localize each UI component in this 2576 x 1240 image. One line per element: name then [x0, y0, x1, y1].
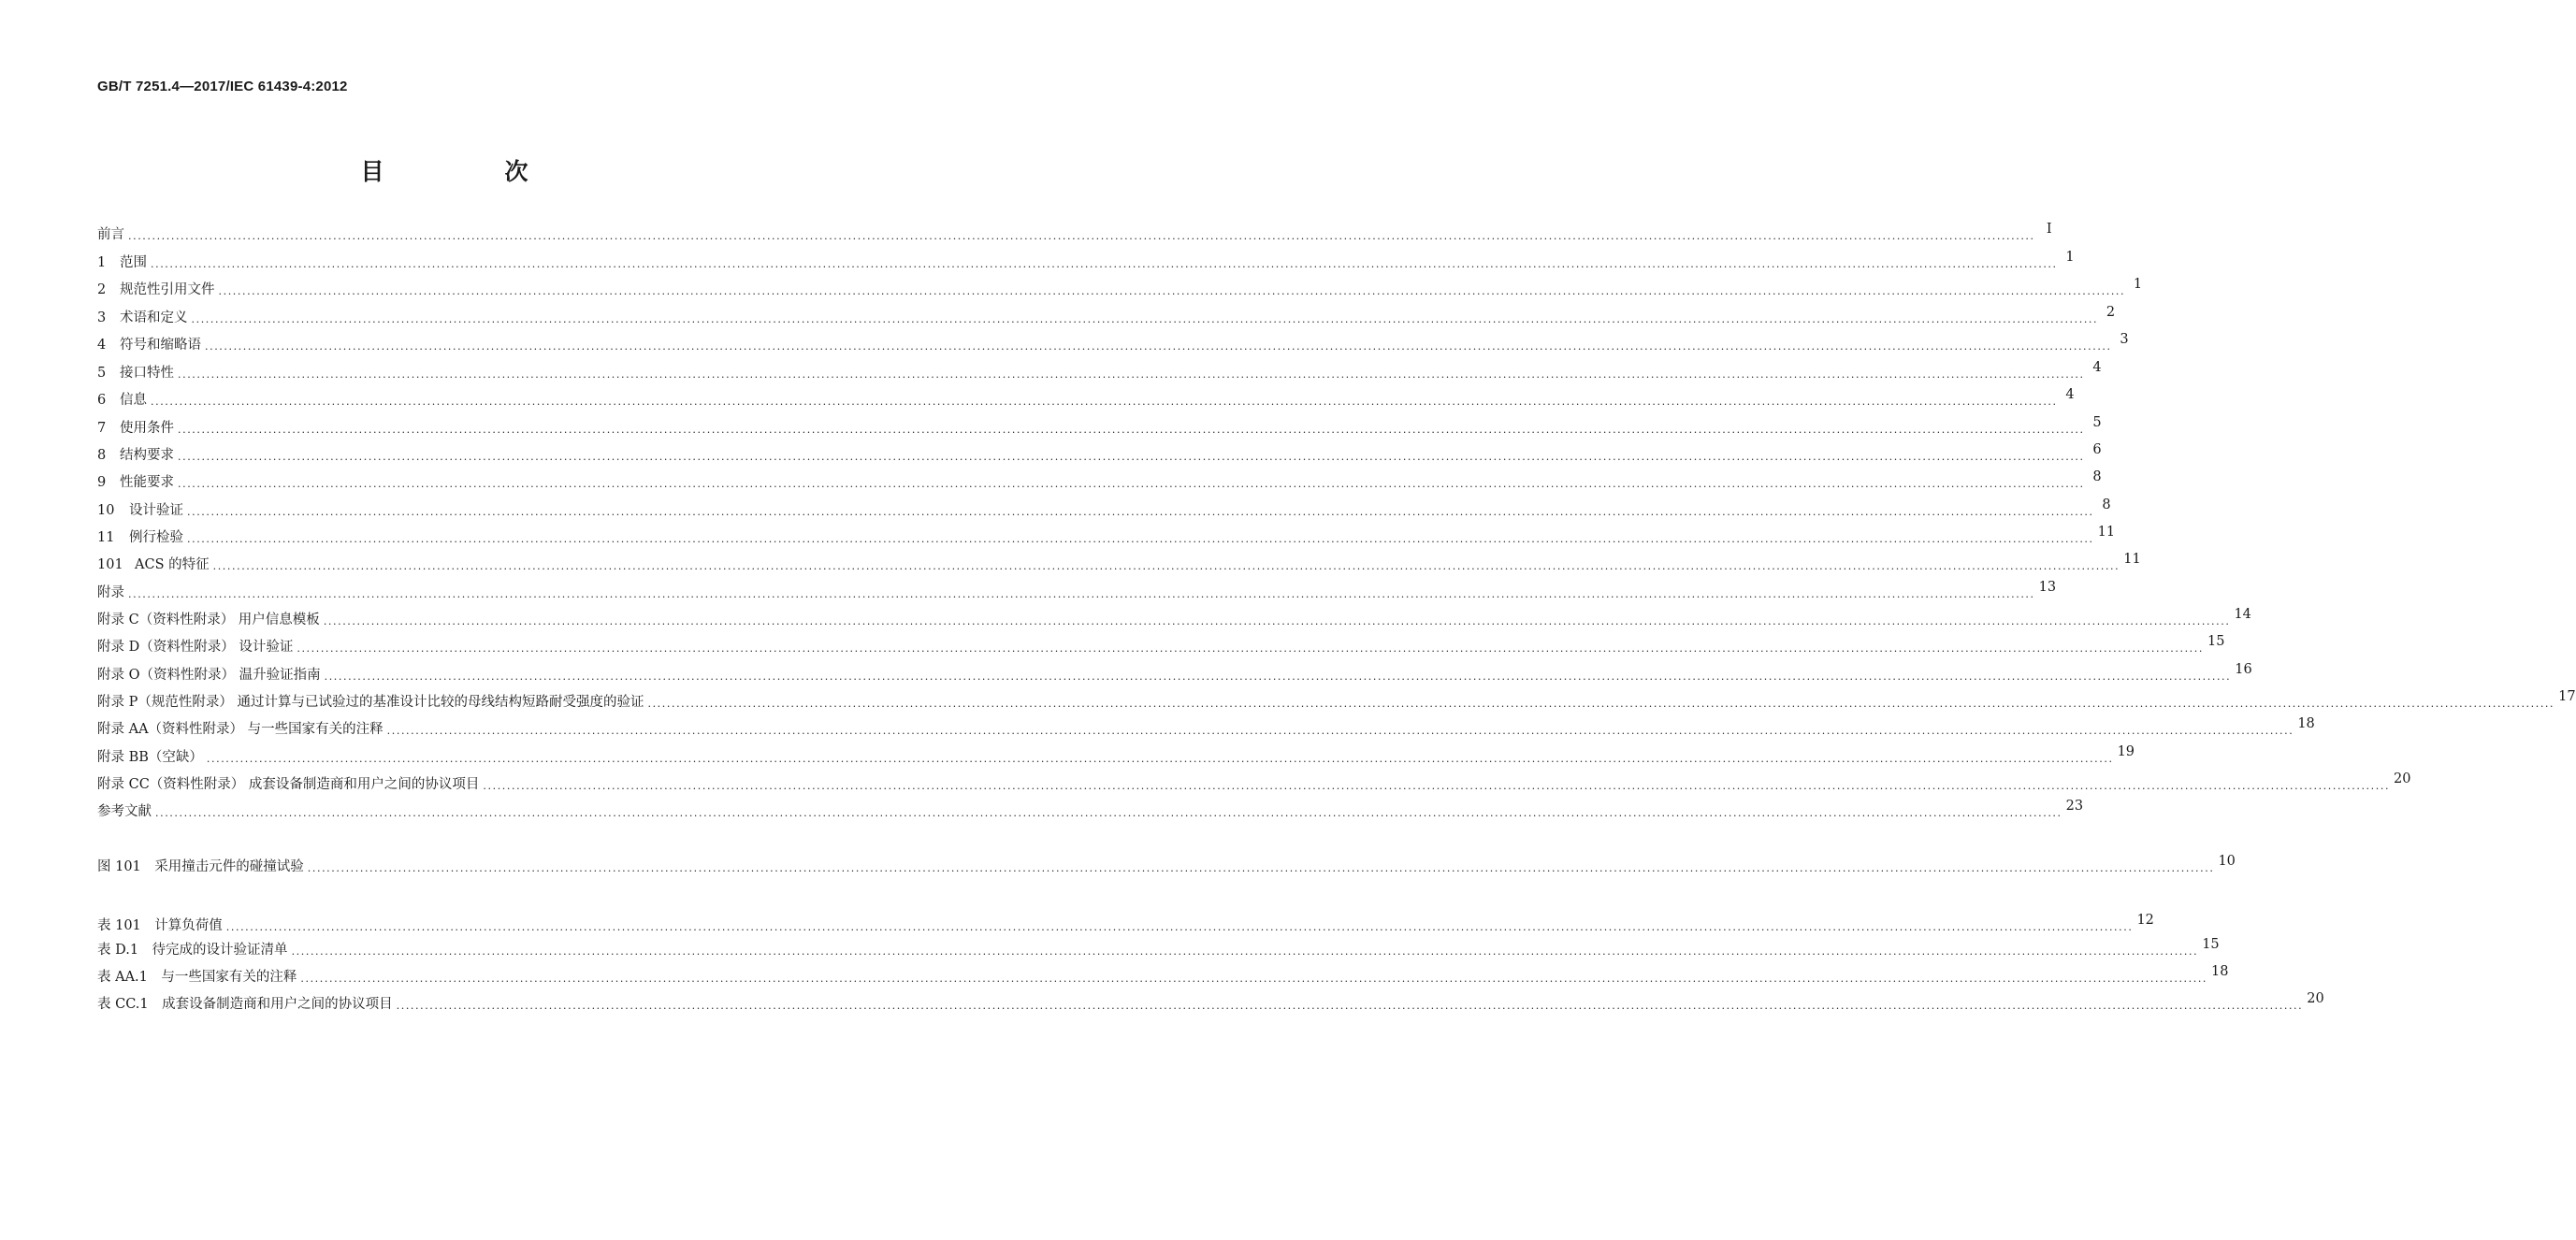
toc-entry[interactable] — [97, 305, 2116, 328]
toc-entry-text: 表 D.1 待完成的设计验证清单 — [97, 943, 288, 958]
toc-entry-text: 使用条件 — [120, 421, 174, 436]
toc-leader-dots: ................................................................................................................................................................................................................................................................................................................................................................................................................ — [187, 533, 2094, 545]
toc-leader-dots: ................................................................................................................................................................................................................................................................................................................................................................................................................ — [323, 615, 2231, 627]
toc-entry-text: 附录 — [97, 585, 124, 600]
toc-entry-label — [97, 527, 183, 548]
toc-entry-text: 性能要求 — [120, 475, 174, 490]
toc-entry-label — [97, 857, 304, 877]
toc-leader-dots: ................................................................................................................................................................................................................................................................................................................................................................................................................ — [324, 670, 2232, 683]
toc-entry[interactable] — [97, 469, 2102, 493]
toc-leader-dots: ................................................................................................................................................................................................................................................................................................................................................................................................................ — [178, 451, 2085, 463]
toc-leader-dots: ................................................................................................................................................................................................................................................................................................................................................................................................................ — [178, 478, 2085, 490]
toc-entry-page-number: 16 — [2235, 662, 2252, 677]
toc-entry-text: 附录 O（资料性附录） 温升验证指南 — [97, 668, 321, 683]
toc-entry-page-number: 15 — [2202, 937, 2220, 952]
toc-entry[interactable] — [97, 913, 2154, 936]
toc-entry-page-number: 8 — [2092, 469, 2102, 484]
toc-entry[interactable] — [97, 799, 2084, 822]
document-code-header: GB/T 7251.4—2017/IEC 61439-4:2012 — [97, 79, 348, 94]
toc-entry[interactable] — [97, 360, 2102, 383]
toc-entry-text: 接口特性 — [120, 366, 174, 381]
toc-entry[interactable] — [97, 415, 2102, 439]
toc-leader-dots: ................................................................................................................................................................................................................................................................................................................................................................................................................ — [212, 560, 2120, 572]
toc-entry-text: 术语和定义 — [120, 310, 188, 325]
toc-entry-label — [97, 967, 297, 988]
toc-entry-label — [97, 610, 320, 630]
toc-leader-dots: ................................................................................................................................................................................................................................................................................................................................................................................................................ — [205, 340, 2112, 353]
toc-entry-label — [97, 940, 288, 960]
toc-entry-number: 3 — [97, 310, 107, 325]
toc-entry[interactable] — [97, 937, 2220, 960]
toc-entry-label — [97, 994, 393, 1015]
toc-entry[interactable] — [97, 964, 2229, 988]
toc-entry-page-number: 1 — [2133, 277, 2143, 292]
toc-entry-number: 11 — [97, 530, 115, 545]
toc-entry-label — [97, 916, 223, 936]
toc-leader-dots: ................................................................................................................................................................................................................................................................................................................................................................................................................ — [483, 780, 2391, 792]
toc-entry-text: 符号和缩略语 — [120, 338, 201, 353]
toc-entry-text: 范围 — [120, 255, 147, 270]
toc-entry-page-number: 23 — [2065, 799, 2084, 814]
toc-entry-page-number: 6 — [2092, 442, 2102, 457]
toc-entry-page-number: Ⅰ — [2046, 222, 2052, 237]
toc-entry-text: 附录 C（资料性附录） 用户信息模板 — [97, 613, 320, 627]
toc-entry-number: 9 — [97, 475, 107, 490]
toc-entry-number: 10 — [97, 503, 115, 518]
toc-entry[interactable] — [97, 277, 2143, 300]
toc-entry[interactable] — [97, 580, 2057, 603]
toc-entry[interactable] — [97, 525, 2116, 548]
toc-entry-number: 6 — [97, 393, 107, 408]
toc-entry[interactable] — [97, 497, 2111, 521]
toc-entry-page-number: 3 — [2120, 332, 2129, 347]
toc-entry[interactable] — [97, 607, 2251, 630]
toc-entry-text: 附录 BB（空缺） — [97, 750, 203, 765]
toc-entry-label — [97, 747, 203, 768]
toc-entry-label — [97, 583, 124, 603]
toc-leader-dots: ................................................................................................................................................................................................................................................................................................................................................................................................................ — [178, 424, 2085, 436]
toc-entry-text: 规范性引用文件 — [120, 282, 215, 297]
toc-entry[interactable] — [97, 771, 2411, 795]
toc-entry-text: 结构要求 — [120, 448, 174, 463]
toc-entry-text: 例行检验 — [129, 530, 183, 545]
toc-leader-dots: ................................................................................................................................................................................................................................................................................................................................................................................................................ — [206, 753, 2114, 765]
toc-entry-page-number: 4 — [2065, 387, 2075, 402]
toc-entry-page-number: 20 — [2394, 771, 2411, 786]
page-title: 目 次 — [360, 158, 577, 185]
toc-entry[interactable] — [97, 552, 2141, 575]
toc-entry[interactable] — [97, 854, 2236, 877]
toc-entry-number: 7 — [97, 421, 107, 436]
toc-entry[interactable] — [97, 689, 2576, 713]
toc-leader-dots: ................................................................................................................................................................................................................................................................................................................................................................................................................ — [191, 313, 2099, 325]
toc-entry-label — [97, 801, 152, 822]
toc-leader-dots: ................................................................................................................................................................................................................................................................................................................................................................................................................ — [386, 725, 2294, 737]
toc-entry-label — [97, 335, 201, 355]
toc-entry-text: 附录 P（规范性附录） 通过计算与已试验过的基准设计比较的母线结构短路耐受强度的验证 — [97, 695, 644, 710]
toc-entry-page-number: 12 — [2136, 913, 2154, 928]
toc-leader-dots: ................................................................................................................................................................................................................................................................................................................................................................................................................ — [155, 807, 2062, 819]
toc-leader-dots: ................................................................................................................................................................................................................................................................................................................................................................................................................ — [151, 258, 2058, 270]
toc-entry-page-number: 5 — [2092, 415, 2102, 430]
toc-entry-text: 设计验证 — [129, 503, 183, 518]
toc-entry[interactable] — [97, 332, 2129, 355]
toc-entry-number: 101 — [97, 557, 123, 572]
toc-entry-text: 参考文献 — [97, 804, 152, 819]
toc-entry-label — [97, 774, 479, 795]
toc-entry-page-number: 15 — [2207, 634, 2225, 649]
toc-entry-text: 附录 CC（资料性附录） 成套设备制造商和用户之间的协议项目 — [97, 777, 480, 792]
toc-entry-text: 附录 AA（资料性附录） 与一些国家有关的注释 — [97, 722, 384, 737]
toc-entry-page-number: 1 — [2065, 250, 2075, 265]
toc-leader-dots: ................................................................................................................................................................................................................................................................................................................................................................................................................ — [128, 230, 2035, 242]
toc-leader-dots: ................................................................................................................................................................................................................................................................................................................................................................................................................ — [225, 921, 2134, 933]
toc-entry-page-number: 11 — [2123, 552, 2141, 567]
toc-entry-number: 1 — [97, 255, 107, 270]
toc-entry-label — [97, 500, 183, 521]
toc-entry-text: 信息 — [120, 393, 147, 408]
toc-leader-dots: ................................................................................................................................................................................................................................................................................................................................................................................................................ — [178, 368, 2085, 381]
toc-entry-label — [97, 390, 147, 411]
toc-entry-text: 表 101 计算负荷值 — [97, 918, 223, 933]
toc-entry[interactable] — [97, 716, 2315, 740]
toc-leader-dots: ................................................................................................................................................................................................................................................................................................................................................................................................................ — [218, 285, 2126, 297]
toc-entry[interactable] — [97, 634, 2225, 657]
toc-entry-page-number: 18 — [2211, 964, 2229, 979]
toc-entry-page-number: 17 — [2558, 689, 2576, 704]
toc-entry-number: 8 — [97, 448, 107, 463]
toc-entry-text: 前言 — [97, 227, 124, 242]
toc-entry-text: 附录 D（资料性附录） 设计验证 — [97, 640, 294, 655]
toc-entry-label — [97, 224, 124, 245]
toc-entry-text: 表 CC.1 成套设备制造商和用户之间的协议项目 — [97, 997, 393, 1012]
toc-entry-label — [97, 719, 384, 740]
toc-entry-label — [97, 418, 174, 439]
toc-leader-dots: ................................................................................................................................................................................................................................................................................................................................................................................................................ — [187, 506, 2094, 518]
toc-entry[interactable] — [97, 222, 2052, 245]
toc-leader-dots: ................................................................................................................................................................................................................................................................................................................................................................................................................ — [647, 698, 2555, 710]
toc-entry-label — [97, 692, 644, 713]
toc-entry-page-number: 4 — [2092, 360, 2102, 375]
toc-leader-dots: ................................................................................................................................................................................................................................................................................................................................................................................................................ — [128, 588, 2035, 600]
toc-entry-label — [97, 280, 215, 300]
toc-entry-page-number: 10 — [2218, 854, 2236, 869]
toc-entry-number: 4 — [97, 338, 107, 353]
toc-entry-text: 图 101 采用撞击元件的碰撞试验 — [97, 859, 304, 874]
toc-entry-page-number: 11 — [2097, 525, 2116, 540]
toc-entry-number: 2 — [97, 282, 107, 297]
toc-entry[interactable] — [97, 662, 2252, 685]
toc-leader-dots: ................................................................................................................................................................................................................................................................................................................................................................................................................ — [291, 945, 2199, 958]
toc-entry-page-number: 20 — [2307, 991, 2324, 1006]
toc-entry-label — [97, 363, 174, 383]
toc-entry-number: 5 — [97, 366, 107, 381]
toc-entry-label — [97, 637, 293, 657]
toc-leader-dots: ................................................................................................................................................................................................................................................................................................................................................................................................................ — [396, 1000, 2304, 1012]
toc-leader-dots: ................................................................................................................................................................................................................................................................................................................................................................................................................ — [307, 862, 2215, 874]
toc-entry-label — [97, 472, 174, 493]
toc-entry-label — [97, 308, 188, 328]
toc-entry-text: ACS 的特征 — [135, 557, 210, 572]
toc-entry-text: 表 AA.1 与一些国家有关的注释 — [97, 970, 297, 985]
toc-entry[interactable] — [97, 744, 2135, 768]
toc-entry-label — [97, 665, 321, 685]
toc-entry-label — [97, 445, 174, 466]
toc-entry[interactable] — [97, 387, 2075, 411]
toc-entry-label — [97, 252, 147, 273]
toc-entry-page-number: 19 — [2117, 744, 2135, 759]
toc-entry-page-number: 14 — [2234, 607, 2251, 622]
toc-entry[interactable] — [97, 250, 2075, 273]
toc-entry-page-number: 8 — [2102, 497, 2111, 512]
toc-entry[interactable] — [97, 442, 2102, 466]
toc-entry-page-number: 2 — [2106, 305, 2116, 320]
toc-entry[interactable] — [97, 991, 2324, 1015]
toc-leader-dots: ................................................................................................................................................................................................................................................................................................................................................................................................................ — [297, 642, 2204, 655]
toc-entry-page-number: 13 — [2038, 580, 2057, 595]
toc-leader-dots: ................................................................................................................................................................................................................................................................................................................................................................................................................ — [151, 396, 2058, 408]
toc-leader-dots: ................................................................................................................................................................................................................................................................................................................................................................................................................ — [300, 973, 2208, 985]
toc-entry-label — [97, 555, 210, 575]
toc-entry-page-number: 18 — [2297, 716, 2315, 731]
